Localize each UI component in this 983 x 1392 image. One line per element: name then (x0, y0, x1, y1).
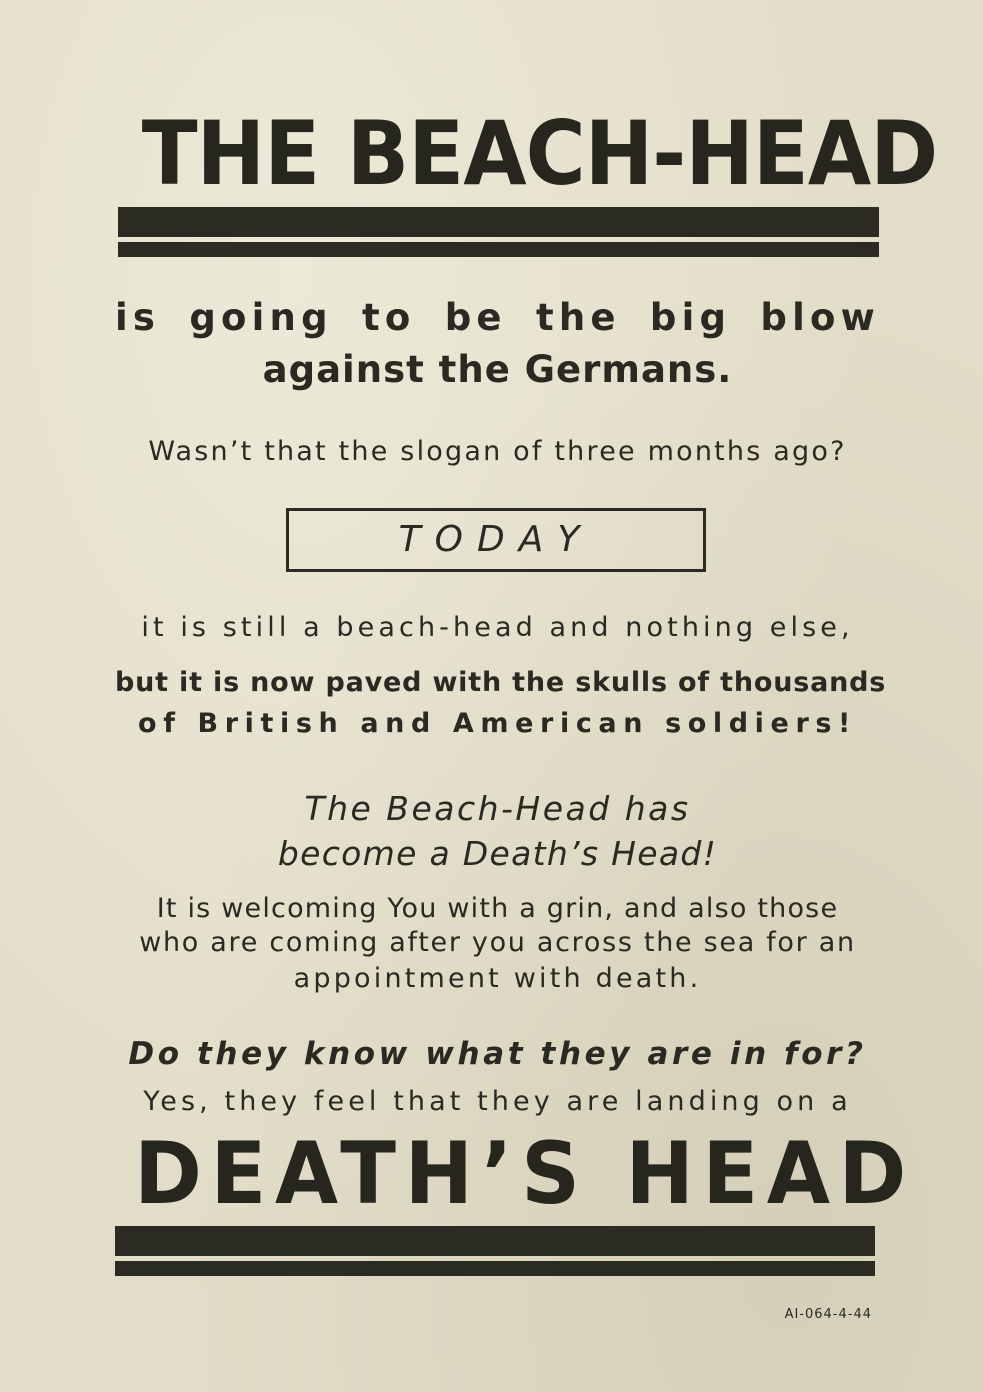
leaflet-code: AI-064-4-44 (784, 1307, 872, 1322)
welcome-line-1: It is welcoming You with a grin, and also those (156, 893, 839, 924)
slogan-question: Wasn’t that the slogan of three months ago? (148, 436, 847, 467)
body-line-3: of British and American soldiers! (138, 708, 857, 739)
subtitle-line-1: is going to be the big blow (115, 296, 880, 339)
italic-line-2: become a Death’s Head! (277, 834, 718, 873)
today-box (286, 508, 706, 572)
title-rule-thin (118, 242, 879, 257)
closing-title: DEATH’S HEAD (134, 1124, 915, 1224)
body-line-1: it is still a beach-head and nothing else, (141, 612, 854, 643)
italic-line-1: The Beach-Head has (304, 789, 691, 828)
title-rule-thick (118, 207, 879, 237)
answer-line: Yes, they feel that they are landing on a (143, 1086, 852, 1117)
today-label: TODAY (398, 519, 594, 560)
subtitle-line-2: against the Germans. (262, 348, 733, 391)
leaflet-title: THE BEACH-HEAD (141, 102, 938, 205)
body-line-2: but it is now paved with the skulls of thousands (115, 667, 887, 698)
welcome-line-2: who are coming after you across the sea for an (139, 927, 856, 958)
welcome-line-3: appointment with death. (293, 963, 702, 994)
closing-rule-thick (115, 1226, 875, 1256)
closing-rule-thin (115, 1261, 875, 1276)
question-line: Do they know what they are in for? (128, 1036, 867, 1072)
